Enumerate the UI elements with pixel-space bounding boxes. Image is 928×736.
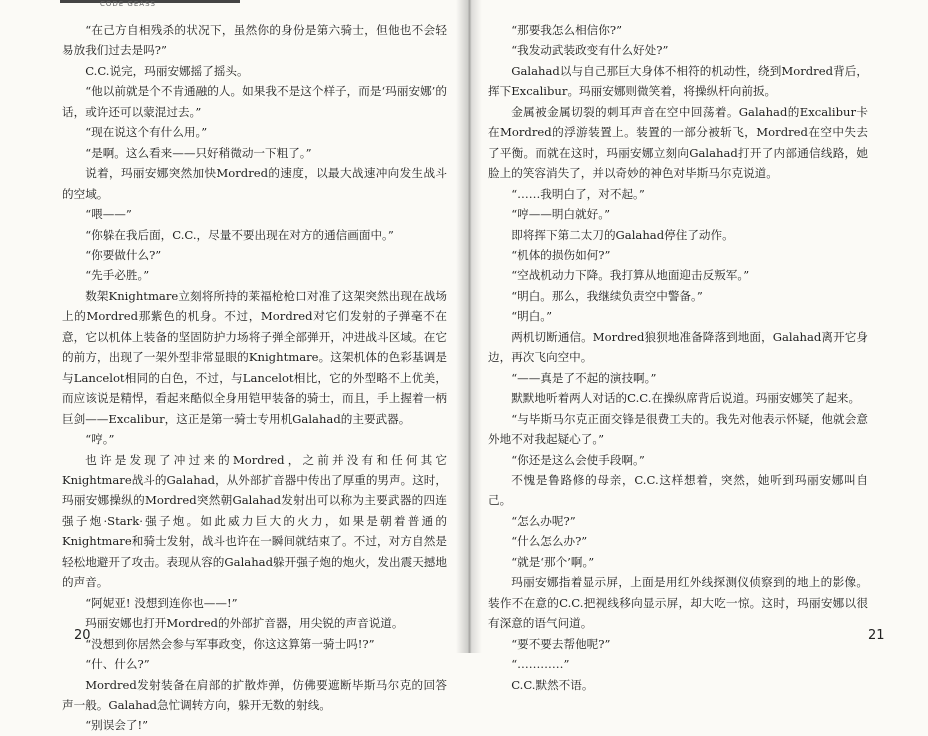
- paragraph: “机体的损伤如何?”: [511, 247, 611, 262]
- paragraph: 数架Knightmare立刻将所持的莱福枪枪口对准了这架突然出现在战场上的Mordred那紫色的机身。不过，Mordred对它们发射的子弹毫不在意，它以机体上装备的坚固防护力场将子弹全部弹开，冲进战斗区域。在它的前方，出现了一架外型非常显眼的Knightmare。这架机体的色彩基调是与Lancelot相同的白色，不过，与Lancelot相比，它的外型略不上优美，而应该说是精悍，看起来酷似全身用铠甲装备的骑士，而且，手上握着一柄巨剑——Excalibur，这正是第一骑士专用机Galahad的主要武器。: [62, 288, 447, 426]
- paragraph: “明白。”: [511, 309, 553, 324]
- paragraph: 即将挥下第二太刀的Galahad停住了动作。: [511, 227, 734, 242]
- paragraph: “哼——明白就好。”: [511, 207, 610, 222]
- paragraph: “……我明白了，对不起。”: [511, 186, 645, 201]
- paragraph: 说着，玛丽安娜突然加快Mordred的速度，以最大战速冲向发生战斗的空域。: [62, 166, 447, 201]
- paragraph: “与毕斯马尔克正面交锋是很费工夫的。我先对他表示怀疑，他就会意外地不对我起疑心了。”: [488, 411, 868, 447]
- paragraph: “我发动武装政变有什么好处?”: [511, 43, 669, 58]
- paragraph: “你还是这么会使手段啊。”: [511, 452, 645, 467]
- paragraph: “他以前就是个不肯通融的人。如果我不是这个样子，而是‘玛丽安娜’的话，或许还可以蒙混过去。”: [62, 84, 447, 119]
- paragraph: Galahad以与自己那巨大身体不相符的机动性，绕到Mordred背后，挥下Excalibur。玛丽安娜则微笑着，将操纵杆向前扳。: [488, 63, 868, 99]
- right-page: [470, 0, 928, 692]
- paragraph: “没想到你居然会参与军事政变，你这这算第一骑士吗!?”: [85, 636, 375, 651]
- paragraph: “是啊。这么看来——只好稍微动一下粗了。”: [85, 145, 312, 160]
- paragraph: C.C.默然不语。: [511, 677, 594, 692]
- paragraph: “空战机动力下降。我打算从地面迎击反叛军。”: [511, 268, 750, 283]
- paragraph: C.C.说完，玛丽安娜摇了摇头。: [85, 63, 249, 78]
- paragraph: Mordred发射装备在肩部的扩散炸弹，仿佛要遮断毕斯马尔克的回答声一般。Galahad急忙调转方向，躲开无数的射线。: [62, 677, 447, 712]
- running-head: CODE GEASS: [100, 0, 156, 8]
- paragraph: “你要做什么?”: [85, 247, 162, 262]
- right-page-text: [488, 20, 868, 695]
- paragraph: “现在说这个有什么用。”: [85, 125, 208, 140]
- paragraph: “什、什么?”: [85, 657, 150, 672]
- paragraph: “喂——”: [85, 207, 132, 222]
- paragraph: 金属被金属切裂的刺耳声音在空中回荡着。Galahad的Excalibur卡在Mordred的浮游装置上。装置的一部分被斩飞，Mordred在空中失去了平衡。而就在这时，玛丽安娜立刻向Galahad打开了内部通信线路，她脸上的笑容消失了，并以奇妙的神色对毕斯马尔克说道。: [488, 104, 868, 181]
- page-number: 21: [868, 628, 885, 643]
- paragraph: “…………”: [511, 657, 570, 672]
- paragraph: “怎么办呢?”: [511, 513, 576, 528]
- paragraph: 默默地听着两人对话的C.C.在操纵席背后说道。玛丽安娜笑了起来。: [511, 391, 861, 406]
- paragraph: “哼。”: [85, 432, 115, 447]
- paragraph: “明白。那么，我继续负责空中警备。”: [511, 288, 703, 303]
- paragraph: 玛丽安娜指着显示屏，上面是用红外线探测仪侦察到的地上的影像。装作不在意的C.C.把视线移向显示屏，却大吃一惊。这时，玛丽安娜以很有深意的语气问道。: [488, 575, 868, 631]
- paragraph: “别误会了!”: [85, 718, 149, 733]
- paragraph: “你躲在我后面，C.C.，尽量不要出现在对方的通信画面中。”: [85, 227, 394, 242]
- page-number: 20: [74, 628, 91, 643]
- paragraph: “——真是了不起的演技啊。”: [511, 370, 657, 385]
- left-page-text: [62, 20, 447, 736]
- paragraph: “要不要去帮他呢?”: [511, 636, 611, 651]
- paragraph: 不愧是鲁路修的母亲，C.C.这样想着，突然，她听到玛丽安娜叫自己。: [488, 472, 868, 508]
- paragraph: 玛丽安娜也打开Mordred的外部扩音器，用尖锐的声音说道。: [85, 616, 404, 631]
- paragraph: 两机切断通信。Mordred狼狈地准备降落到地面，Galahad离开它身边，再次飞向空中。: [488, 329, 868, 365]
- paragraph: “那要我怎么相信你?”: [511, 23, 623, 37]
- paragraph: “什么怎么办?”: [511, 534, 588, 549]
- paragraph: “就是‘那个’啊。”: [511, 554, 595, 569]
- paragraph: “在己方自相残杀的状况下，虽然你的身份是第六骑士，但他也不会轻易放我们过去是吗?”: [62, 23, 447, 58]
- paragraph: 也许是发现了冲过来的Mordred，之前并没有和任何其它Knightmare战斗的Galahad，从外部扩音器中传出了厚重的男声。这时，玛丽安娜操纵的Mordred突然朝Galahad发射出可以称为主要武器的四连强子炮·Stark·强子炮。如此威力巨大的火力，如果是朝着普通的Knightmare和骑士发射，战斗也许在一瞬间就结束了。不过，对方自然是轻松地避开了攻击。表现从容的Galahad躲开强子炮的炮火，发出震天撼地的声音。: [62, 452, 447, 590]
- paragraph: “阿妮亚! 没想到连你也——!”: [85, 595, 238, 610]
- paragraph: “先手必胜。”: [85, 268, 150, 283]
